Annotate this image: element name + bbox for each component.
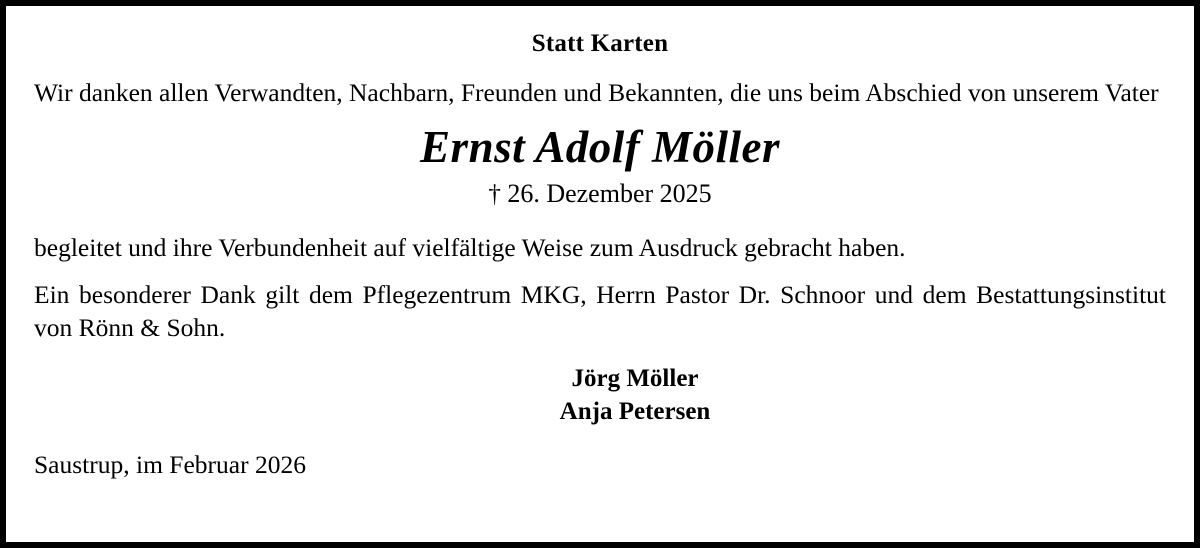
cross-icon: †	[488, 180, 501, 208]
notice-heading: Statt Karten	[531, 30, 669, 57]
death-date-line	[34, 179, 1166, 209]
death-date: 26. Dezember 2025	[507, 178, 712, 208]
thanks-paragraph: Wir danken allen Verwandten, Nachbarn, Freunden und Bekannten, die uns beim Abschied von unserem Vater	[34, 78, 1159, 107]
continuation-paragraph: begleitet und ihre Verbundenheit auf vielfältige Weise zum Ausdruck gebracht haben.	[34, 232, 906, 262]
signature-block	[34, 362, 1166, 428]
special-thanks-paragraph: Ein besonderer Dank gilt dem Pflegezentrum MKG, Herrn Pastor Dr. Schnoor und dem Bestattungsinstitut von Rönn & Sohn.	[34, 279, 1166, 342]
signature-line: Anja Petersen	[559, 398, 711, 426]
deceased-name: Ernst Adolf Möller	[420, 122, 780, 173]
place-and-date-footer: Saustrup, im Februar 2026	[34, 450, 306, 480]
signature-line: Jörg Möller	[571, 365, 699, 393]
